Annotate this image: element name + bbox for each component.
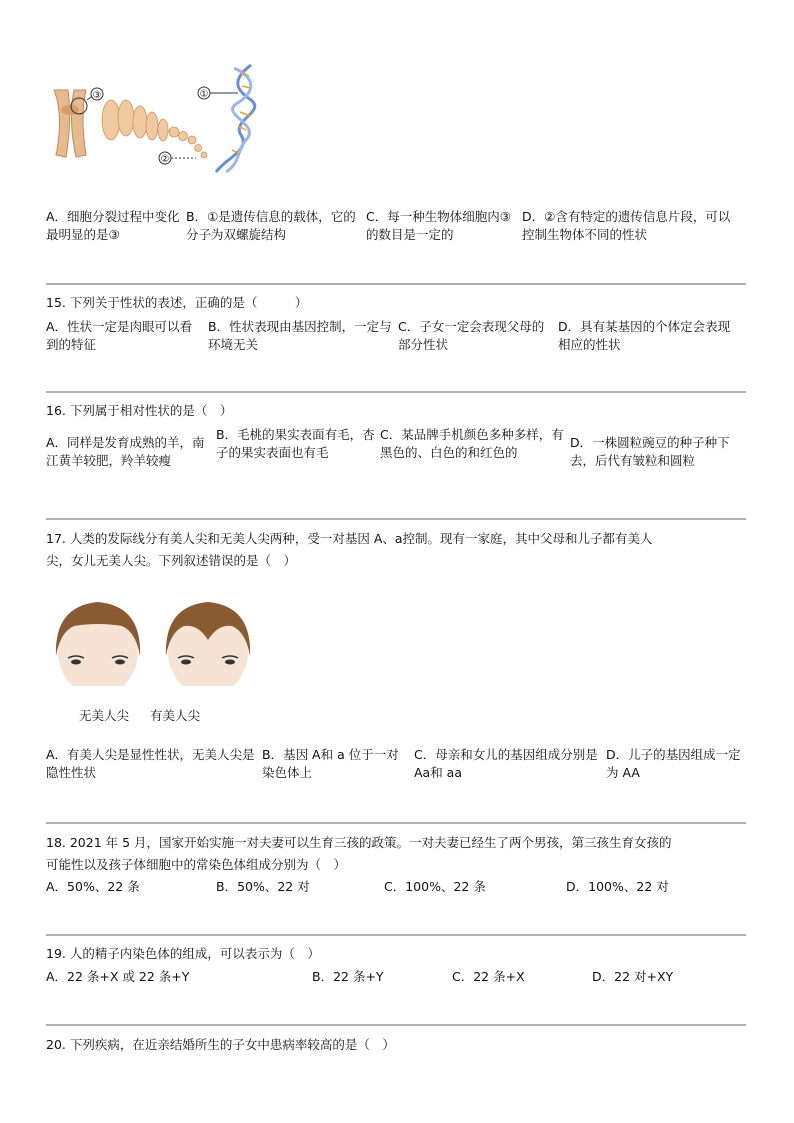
- q16-option-d[interactable]: D．一株圆粒豌豆的种子种下去，后代有皱粒和圆粒: [570, 435, 730, 468]
- q19-option-d[interactable]: D．22 对+XY: [592, 969, 674, 984]
- q17-options: [46, 746, 746, 782]
- divider: [46, 934, 746, 936]
- divider: [46, 283, 746, 285]
- label-1: ①: [199, 89, 209, 100]
- q17-option-a[interactable]: A．有美人尖是显性性状，无美人尖是隐性性状: [46, 747, 255, 780]
- label-3: ③: [92, 90, 102, 101]
- q16-options: [46, 426, 746, 470]
- q14-options: [46, 208, 746, 244]
- q14-option-d[interactable]: D．②含有特定的遗传信息片段，可以控制生物体不同的性状: [522, 209, 731, 242]
- q15-option-b[interactable]: B．性状表现由基因控制，一定与环境无关: [208, 319, 392, 352]
- q19-option-b[interactable]: B．22 条+Y: [312, 969, 384, 984]
- q15-option-c[interactable]: C．子女一定会表现父母的部分性状: [398, 319, 545, 352]
- chromatin-coil: [102, 100, 207, 158]
- q19-option-a[interactable]: A．22 条+X 或 22 条+Y: [46, 969, 190, 984]
- q18-stem-line2: 可能性以及孩子体细胞中的常染色体组成分别为（ ）: [46, 857, 347, 872]
- q19-stem: 19. 人的精子内染色体的组成，可以表示为（ ）: [46, 946, 320, 961]
- q16-stem: 16. 下列属于相对性状的是（ ）: [46, 403, 233, 418]
- chromosome-dna-figure: [46, 60, 266, 175]
- divider: [46, 822, 746, 824]
- face-widows-peak: [166, 602, 250, 686]
- q17-option-c[interactable]: C．母亲和女儿的基因组成分别是 Aa和 aa: [414, 747, 598, 780]
- q17-option-d[interactable]: D．儿子的基因组成一定为 AA: [606, 747, 741, 780]
- chromosome-shape: [54, 88, 103, 157]
- q20-stem: 20. 下列疾病，在近亲结婚所生的子女中患病率较高的是（ ）: [46, 1037, 395, 1052]
- q18-option-a[interactable]: A．50%、22 条: [46, 879, 140, 894]
- label-2: ②: [160, 154, 170, 165]
- q15-option-a[interactable]: A．性状一定是肉眼可以看到的特征: [46, 319, 193, 352]
- q14-option-a[interactable]: A．细胞分裂过程中变化最明显的是③: [46, 209, 180, 242]
- divider: [46, 391, 746, 393]
- q15-options: [46, 318, 746, 354]
- divider: [46, 1024, 746, 1026]
- q14-option-c[interactable]: C．每一种生物体细胞内③的数目是一定的: [366, 209, 511, 242]
- face-no-widows-peak: [56, 602, 140, 686]
- q17-stem-line2: 尖，女儿无美人尖。下列叙述错误的是（ ）: [46, 553, 297, 568]
- q17-option-b[interactable]: B．基因 A和 a 位于一对染色体上: [262, 747, 399, 780]
- q15-stem: 15. 下列关于性状的表述，正确的是（ ）: [46, 295, 308, 310]
- divider: [46, 518, 746, 520]
- q14-option-b[interactable]: B．①是遗传信息的载体，它的分子为双螺旋结构: [186, 209, 356, 242]
- q19-option-c[interactable]: C．22 条+X: [452, 969, 525, 984]
- q18-option-c[interactable]: C．100%、22 条: [384, 879, 486, 894]
- q18-stem-line1: 18. 2021 年 5 月，国家开始实施一对夫妻可以生育三孩的政策。一对夫妻已经生了两个男孩，第三孩生育女孩的: [46, 835, 672, 850]
- hairline-faces-figure: [52, 596, 262, 686]
- q16-option-c[interactable]: C．某品牌手机颜色多种多样，有黑色的、白色的和红色的: [380, 427, 564, 460]
- q16-option-b[interactable]: B．毛桃的果实表面有毛，杏子的果实表面也有毛: [216, 427, 375, 460]
- q16-option-a[interactable]: A．同样是发育成熟的羊，南江黄羊较肥，羚羊较瘦: [46, 435, 205, 468]
- q15-option-d[interactable]: D．具有某基因的个体定会表现相应的性状: [558, 319, 731, 352]
- q18-option-b[interactable]: B．50%、22 对: [216, 879, 310, 894]
- caption-no-widows-peak: 无美人尖: [79, 708, 130, 723]
- caption-widows-peak: 有美人尖: [150, 708, 201, 723]
- q18-option-d[interactable]: D．100%、22 对: [566, 879, 669, 894]
- q17-stem-line1: 17. 人类的发际线分有美人尖和无美人尖两种，受一对基因 A、a控制。现有一家庭，其中父母和儿子都有美人: [46, 531, 653, 546]
